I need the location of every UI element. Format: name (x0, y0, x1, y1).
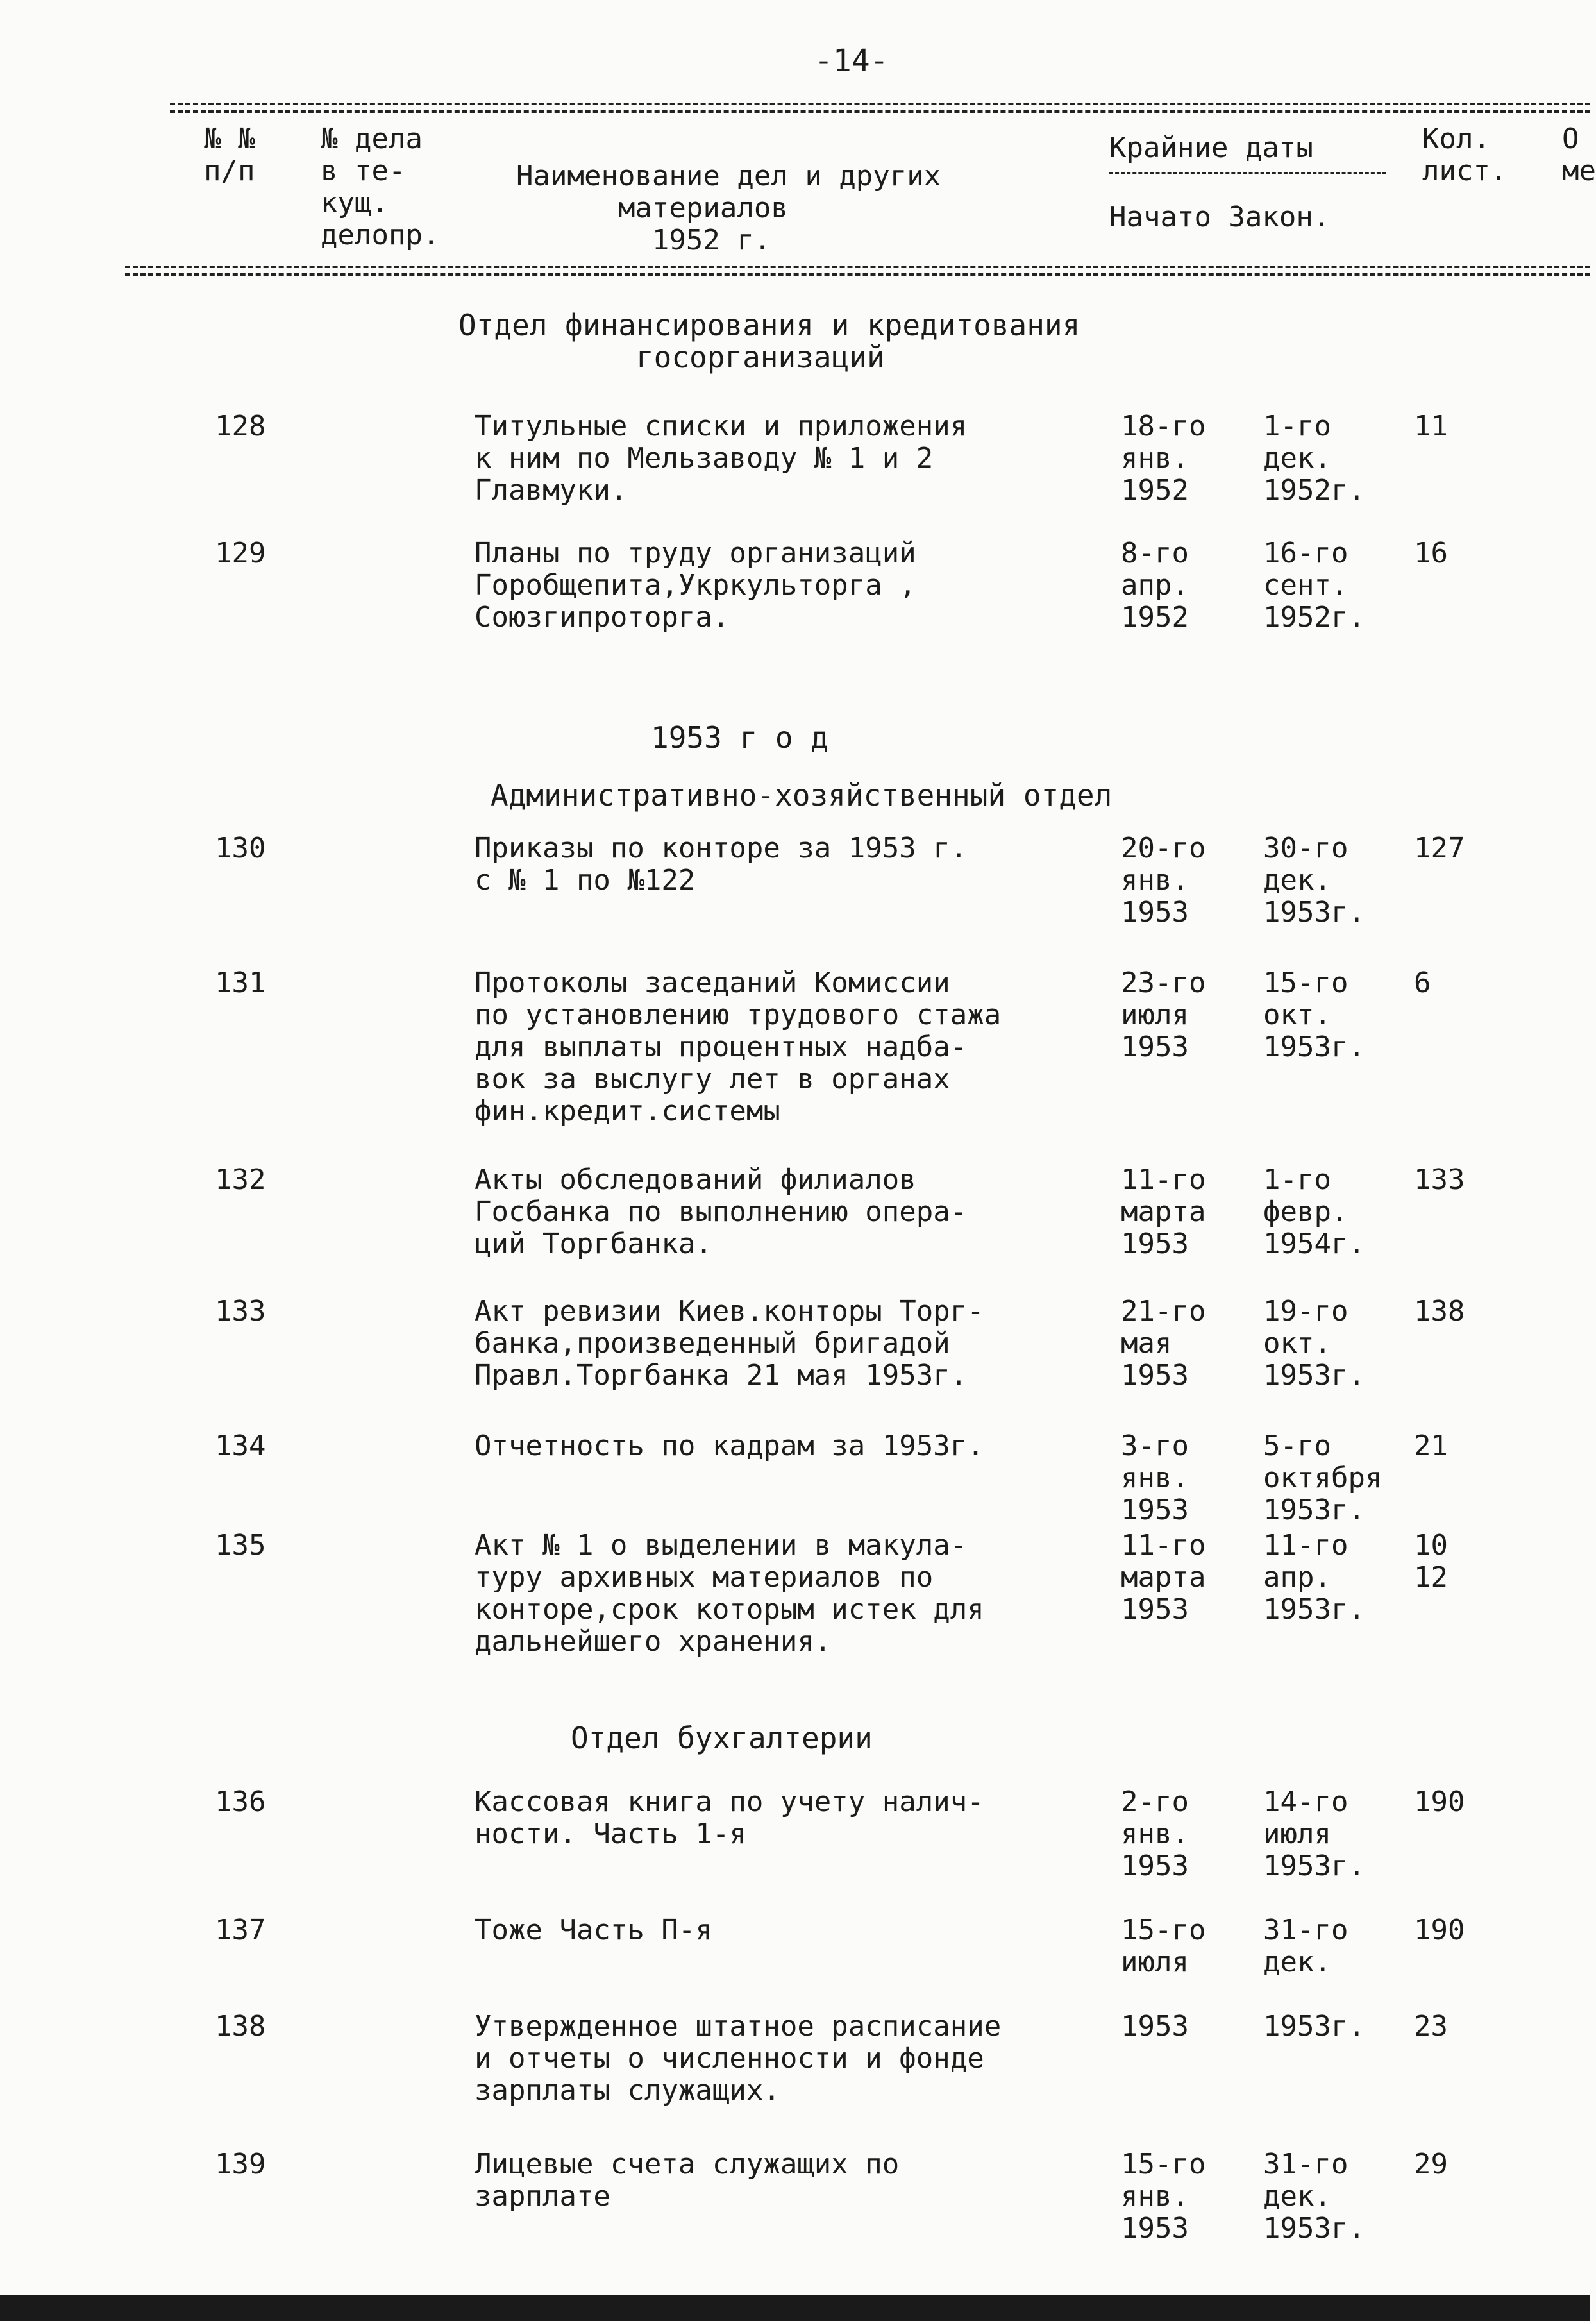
row-date-start: 18-го янв. 1952 (1121, 410, 1206, 507)
row-date-end: 19-го окт. 1953г. (1263, 1295, 1365, 1392)
row-sheet-count: 23 (1414, 2010, 1448, 2043)
row-title: Титульные списки и приложения к ним по Мельзаводу № 1 и 2 Главмуки. (475, 410, 968, 507)
header-col-sheets: Кол. лист. (1422, 122, 1508, 187)
row-title: Протоколы заседаний Комиссии по установлению трудового стажа для выплаты процентных надба- вок за выслугу лет в органах фин.кредит.системы (475, 966, 1002, 1127)
row-date-end: 31-го дек. 1953г. (1263, 2148, 1365, 2245)
section-admin-dept: Административно-хозяйственный отдел (491, 778, 1113, 813)
row-date-end: 1953г. (1263, 2010, 1365, 2043)
row-date-start: 1953 (1121, 2010, 1189, 2043)
row-title: Акт № 1 о выделении в макула- туру архивных материалов по конторе,срок которым истек для дальнейшего хранения. (475, 1529, 984, 1658)
row-date-start: 15-го янв. 1953 (1121, 2148, 1206, 2245)
header-col-title: Наименование дел и других материалов 1952 г. (516, 160, 941, 257)
row-sheet-count: 133 (1414, 1163, 1465, 1196)
row-title: Утвержденное штатное расписание и отчеты о численности и фонде зарплаты служащих. (475, 2010, 1002, 2107)
row-number: 136 (215, 1785, 266, 1818)
header-dates-divider (1109, 172, 1386, 174)
row-title: Приказы по конторе за 1953 г. с № 1 по №122 (475, 832, 968, 897)
row-date-start: 21-го мая 1953 (1121, 1295, 1206, 1392)
row-date-start: 2-го янв. 1953 (1121, 1785, 1189, 1882)
section-accounting-dept: Отдел бухгалтерии (571, 1721, 873, 1755)
row-date-end: 1-го дек. 1952г. (1263, 410, 1365, 507)
header-col-dates-sub: Начато Закон. (1109, 201, 1331, 233)
row-date-end: 5-го октября 1953г. (1263, 1430, 1382, 1526)
header-bottom-rule-2 (125, 273, 1590, 276)
row-date-end: 30-го дек. 1953г. (1263, 832, 1365, 929)
row-sheet-count: 21 (1414, 1430, 1448, 1462)
row-number: 134 (215, 1430, 266, 1462)
row-date-start: 3-го янв. 1953 (1121, 1430, 1189, 1526)
row-date-end: 1-го февр. 1954г. (1263, 1163, 1365, 1260)
row-title: Акт ревизии Киев.конторы Торг- банка,произведенный бригадой Правл.Торгбанка 21 мая 1953г. (475, 1295, 984, 1392)
row-date-start: 8-го апр. 1952 (1121, 537, 1189, 634)
row-sheet-count: 29 (1414, 2148, 1448, 2181)
row-number: 132 (215, 1163, 266, 1196)
row-date-start: 11-го марта 1953 (1121, 1529, 1206, 1626)
row-number: 137 (215, 1914, 266, 1946)
row-date-end: 11-го апр. 1953г. (1263, 1529, 1365, 1626)
row-title: Тоже Часть П-я (475, 1914, 712, 1946)
row-number: 133 (215, 1295, 266, 1328)
row-sheet-count: 6 (1414, 966, 1431, 999)
row-title: Акты обследований филиалов Госбанка по выполнению опера- ций Торгбанка. (475, 1163, 968, 1260)
row-title: Лицевые счета служащих по зарплате (475, 2148, 900, 2213)
row-sheet-count: 11 (1414, 410, 1448, 443)
row-sheet-count: 190 (1414, 1914, 1465, 1946)
row-number: 135 (215, 1529, 266, 1562)
row-sheet-count: 16 (1414, 537, 1448, 570)
row-sheet-count: 138 (1414, 1295, 1465, 1328)
header-col-note: О ме (1562, 122, 1596, 187)
header-bottom-rule (125, 266, 1590, 268)
row-number: 138 (215, 2010, 266, 2043)
row-title: Отчетность по кадрам за 1953г. (475, 1430, 984, 1462)
row-title: Планы по труду организаций Горобщепита,Укркульторга , Союзгипроторга. (475, 537, 916, 634)
header-col-dates: Крайние даты (1109, 131, 1313, 164)
scan-edge-shadow (0, 2295, 1590, 2321)
row-number: 139 (215, 2148, 266, 2181)
header-top-rule (170, 103, 1590, 105)
page-number: -14- (814, 43, 889, 79)
row-date-start: 15-го июля (1121, 1914, 1206, 1979)
header-col-case: № дела в те- кущ. делопр. (321, 122, 440, 251)
row-number: 130 (215, 832, 266, 865)
row-sheet-count: 127 (1414, 832, 1465, 865)
row-date-end: 15-го окт. 1953г. (1263, 966, 1365, 1063)
row-date-end: 31-го дек. (1263, 1914, 1348, 1979)
row-date-start: 23-го июля 1953 (1121, 966, 1206, 1063)
section-year-1953: 1953 г о д (651, 720, 828, 755)
row-date-start: 20-го янв. 1953 (1121, 832, 1206, 929)
row-number: 128 (215, 410, 266, 443)
row-sheet-count: 10 12 (1414, 1529, 1448, 1594)
row-title: Кассовая книга по учету налич- ности. Часть 1-я (475, 1785, 984, 1850)
row-number: 131 (215, 966, 266, 999)
row-date-end: 16-го сент. 1952г. (1263, 537, 1365, 634)
row-date-end: 14-го июля 1953г. (1263, 1785, 1365, 1882)
header-col-number: № № п/п (204, 122, 255, 187)
header-top-rule-2 (170, 110, 1590, 113)
row-date-start: 11-го марта 1953 (1121, 1163, 1206, 1260)
row-sheet-count: 190 (1414, 1785, 1465, 1818)
section-fin-dept: Отдел финансирования и кредитования госорганизаций (458, 308, 1080, 375)
row-number: 129 (215, 537, 266, 570)
